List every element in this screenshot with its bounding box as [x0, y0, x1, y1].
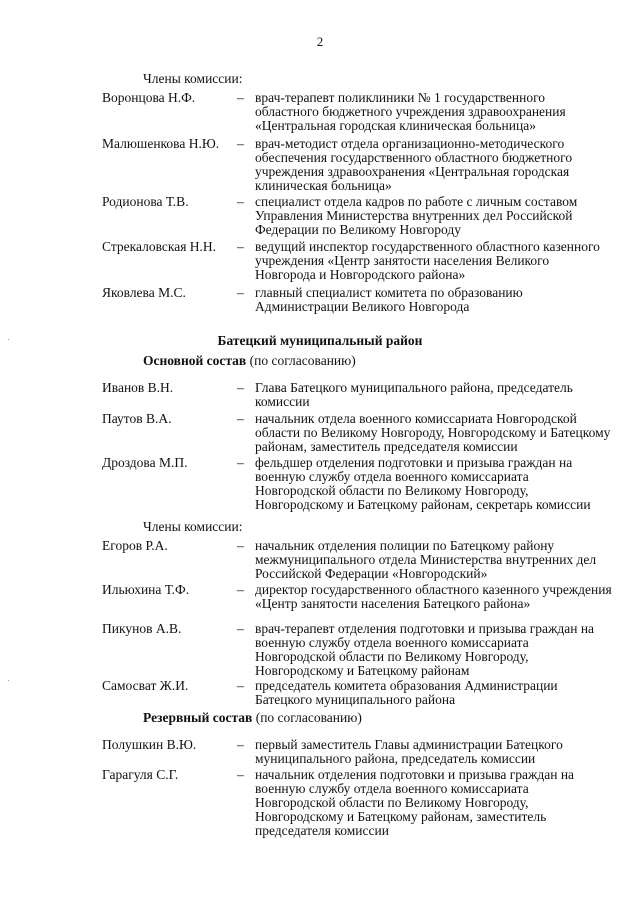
dash: – [237, 90, 244, 105]
member-name: Стрекаловская Н.Н. [102, 239, 217, 254]
member-name: Яковлева М.С. [102, 285, 186, 300]
dash: – [237, 538, 244, 553]
list-item [102, 381, 612, 409]
reserve-composition-heading [143, 710, 362, 726]
scan-mark [8, 680, 9, 681]
dash: – [237, 239, 244, 254]
list-item [102, 412, 612, 454]
list-item [102, 137, 612, 193]
member-description: председатель комитета образования Администрации Батецкого муниципального района [255, 678, 558, 707]
dash: – [237, 678, 244, 693]
member-description: первый заместитель Главы администрации Батецкого муниципального района, председатель комиссии [255, 737, 563, 766]
member-description: врач-методист отдела организационно-методического обеспечения государственного областного бюджетного учреждения здравоохранения «Центральная городская клиническая больница» [255, 136, 573, 193]
composition-note: (по согласованию) [252, 710, 362, 725]
list-item [102, 240, 612, 282]
composition-bold: Резервный состав [143, 710, 253, 725]
member-name: Дроздова М.П. [102, 455, 188, 470]
dash: – [237, 136, 244, 151]
member-name: Родионова Т.В. [102, 194, 189, 209]
member-name: Паутов В.А. [102, 411, 172, 426]
member-description: главный специалист комитета по образованию Администрации Великого Новгорода [255, 285, 523, 314]
member-name: Гарагуля С.Г. [102, 767, 179, 782]
member-name: Егоров Р.А. [102, 538, 168, 553]
list-item [102, 91, 612, 133]
scan-mark [8, 339, 9, 340]
dash: – [237, 767, 244, 782]
district-title: Батецкий муниципальный район [217, 333, 423, 348]
member-description: Глава Батецкого муниципального района, председатель комиссии [255, 380, 573, 409]
list-item [102, 539, 612, 581]
member-name: Ильюхина Т.Ф. [102, 582, 190, 597]
list-item [102, 583, 612, 611]
dash: – [237, 411, 244, 426]
member-name: Воронцова Н.Ф. [102, 90, 196, 105]
member-description: фельдшер отделения подготовки и призыва граждан на военную службу отдела военного комиссариата Новгородской области по Великому Новгороду, Новгородскому и Батецкому районам, секретарь комиссии [255, 455, 591, 512]
list-item [102, 456, 612, 512]
members-label-2: Члены комиссии: [143, 519, 243, 534]
page-number: 2 [316, 34, 324, 49]
member-description: ведущий инспектор государственного областного казенного учреждения «Центр занятости населения Великого Новгорода и Новгородского района» [255, 239, 600, 282]
member-description: врач-терапевт отделения подготовки и призыва граждан на военную службу отдела военного комиссариата Новгородской области по Великому Новгороду, Новгородскому и Батецкому районам [255, 621, 595, 678]
dash: – [237, 285, 244, 300]
member-name: Полушкин В.Ю. [102, 737, 197, 752]
list-item [102, 195, 612, 237]
member-description: начальник отделения полиции по Батецкому району межмуниципального отдела Министерства внутренних дел Российской Федерации «Новгородский» [255, 538, 597, 581]
composition-bold: Основной состав [143, 353, 247, 368]
member-description: директор государственного областного казенного учреждения «Центр занятости населения Батецкого района» [255, 582, 612, 611]
member-name: Иванов В.Н. [102, 380, 174, 395]
list-item [102, 286, 612, 314]
member-description: врач-терапевт поликлиники № 1 государственного областного бюджетного учреждения здравоохранения «Центральная городская клиническая больница» [255, 90, 566, 133]
members-label: Члены комиссии: [143, 71, 243, 86]
member-name: Самосват Ж.И. [102, 678, 189, 693]
member-description: специалист отдела кадров по работе с личным составом Управления Министерства внутренних дел Российской Федерации по Великому Новгороду [255, 194, 578, 237]
member-name: Пикунов А.В. [102, 621, 182, 636]
dash: – [237, 380, 244, 395]
dash: – [237, 737, 244, 752]
list-item [102, 622, 612, 678]
list-item [102, 679, 612, 707]
composition-note: (по согласованию) [246, 353, 356, 368]
list-item [102, 738, 612, 766]
dash: – [237, 194, 244, 209]
list-item [102, 768, 612, 838]
main-composition-heading [143, 353, 356, 369]
member-description: начальник отделения подготовки и призыва граждан на военную службу отдела военного комиссариата Новгородской области по Великому Новгороду, Новгородскому и Батецкому районам, заместитель председателя комиссии [255, 767, 575, 838]
dash: – [237, 621, 244, 636]
member-description: начальник отдела военного комиссариата Новгородской области по Великому Новгороду, Новгородскому и Батецкому районам, заместитель председателя комиссии [255, 411, 611, 454]
member-name: Малюшенкова Н.Ю. [102, 136, 220, 151]
dash: – [237, 455, 244, 470]
dash: – [237, 582, 244, 597]
